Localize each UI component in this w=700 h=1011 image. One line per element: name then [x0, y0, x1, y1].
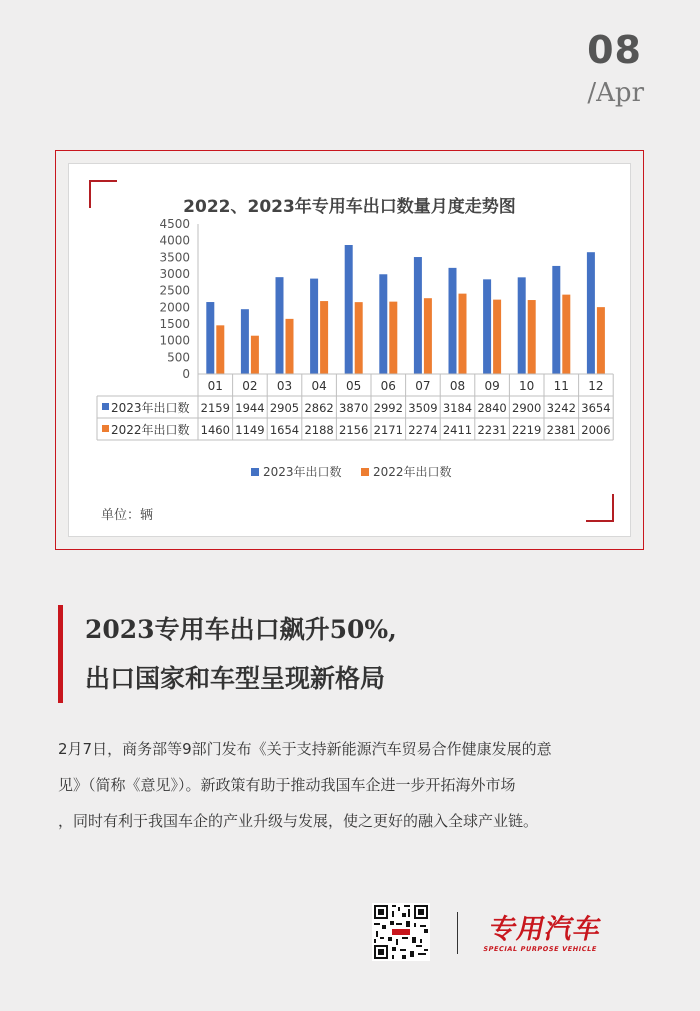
data-label: 2905: [269, 401, 300, 415]
bar-2022: [320, 301, 328, 374]
y-tick-label: 1500: [159, 317, 190, 331]
bar-2023: [345, 245, 353, 374]
y-tick-label: 0: [182, 367, 190, 381]
y-tick-label: 2000: [159, 300, 190, 315]
y-tick-label: 4500: [159, 217, 190, 231]
table-legend-swatch: [102, 403, 109, 410]
data-label: 2900: [512, 401, 542, 415]
bar-2023: [552, 266, 560, 374]
bar-2022: [459, 294, 467, 374]
x-tick-label: 07: [415, 379, 431, 393]
headline: [58, 605, 397, 703]
bar-2023: [449, 268, 457, 374]
article-body: [58, 731, 648, 839]
x-tick-label: 03: [276, 379, 293, 393]
data-label: 2159: [200, 401, 230, 415]
x-tick-label: 01: [207, 379, 223, 393]
bar-chart: [69, 164, 632, 538]
y-tick-label: 4000: [159, 233, 190, 248]
data-label: 2862: [304, 401, 334, 415]
legend-swatch: [361, 468, 369, 476]
data-label: 1944: [235, 401, 265, 415]
legend-swatch: [251, 468, 259, 476]
date-day: 08: [587, 28, 642, 72]
data-label: 1460: [200, 423, 230, 437]
logo-divider: [457, 912, 458, 954]
data-label: 2231: [477, 423, 507, 437]
chart-title: 2022、2023年专用车出口数量月度走势图: [183, 197, 516, 217]
x-tick-label: 05: [346, 379, 362, 393]
bar-2022: [597, 307, 605, 374]
legend-label: 2022年出口数: [373, 465, 452, 479]
x-tick-label: 11: [553, 379, 569, 393]
data-label: 3654: [581, 401, 611, 415]
data-label: 2381: [546, 423, 576, 437]
body-line-2: 见》（简称《意见》）。新政策有助于推动我国车企进一步开拓海外市场: [58, 776, 516, 794]
y-tick-label: 3000: [159, 267, 190, 281]
chart-card: [68, 163, 631, 537]
body-line-3: ，同时有利于我国车企的产业升级与发展，使之更好的融入全球产业链。: [58, 812, 539, 830]
headline-line-1: 2023专用车出口飙升50%,: [85, 615, 397, 644]
data-label: 3242: [546, 401, 576, 415]
bar-2023: [206, 302, 214, 374]
legend-label: 2023年出口数: [263, 465, 342, 479]
table-row-label: 2023年出口数: [111, 401, 190, 415]
bar-2022: [216, 325, 224, 374]
bar-2022: [286, 319, 294, 374]
x-tick-label: 04: [311, 379, 327, 393]
data-label: 2171: [373, 423, 403, 437]
data-label: 2840: [477, 401, 507, 415]
data-label: 3870: [339, 401, 369, 415]
headline-line-2: 出口国家和车型呈现新格局: [85, 664, 386, 693]
data-label: 3509: [408, 401, 438, 415]
table-row-label: 2022年出口数: [111, 423, 190, 437]
bar-2023: [518, 277, 526, 374]
bar-2022: [355, 302, 363, 374]
y-tick-label: 3500: [159, 250, 190, 265]
data-label: 2006: [581, 423, 611, 437]
x-tick-label: 12: [588, 379, 604, 393]
x-tick-label: 09: [484, 379, 500, 393]
data-label: 2188: [304, 423, 334, 437]
bar-2022: [424, 298, 432, 374]
bar-2023: [414, 257, 422, 374]
bar-2023: [483, 279, 491, 374]
bar-2023: [587, 252, 595, 374]
svg-text:专用汽车: 专用汽车: [486, 914, 605, 945]
y-tick-label: 500: [167, 350, 190, 365]
data-label: 2411: [442, 423, 473, 437]
data-label: 2219: [512, 423, 542, 437]
svg-text:SPECIAL PURPOSE VEHICLE: SPECIAL PURPOSE VEHICLE: [482, 945, 598, 953]
table-legend-swatch: [102, 425, 109, 432]
x-tick-label: 02: [242, 379, 258, 393]
x-tick-label: 10: [519, 379, 535, 393]
qr-code-icon[interactable]: [372, 903, 430, 961]
data-label: 2274: [408, 423, 438, 437]
data-label: 2156: [339, 423, 369, 437]
data-label: 3184: [442, 401, 473, 415]
bar-2022: [562, 295, 570, 374]
bar-2023: [276, 277, 284, 374]
data-label: 1149: [235, 423, 265, 437]
bar-2023: [379, 274, 387, 374]
data-label: 1654: [269, 423, 300, 437]
y-tick-label: 1000: [159, 333, 190, 348]
bar-2022: [493, 300, 501, 374]
unit-label: 单位：辆: [101, 508, 154, 523]
data-label: 2992: [373, 401, 403, 415]
date-month: /Apr: [587, 78, 644, 108]
bar-2023: [310, 279, 318, 374]
bar-2023: [241, 309, 249, 374]
x-tick-label: 08: [449, 379, 466, 393]
body-line-1: 2月7日，商务部等9部门发布《关于支持新能源汽车贸易合作健康发展的意: [58, 740, 552, 758]
bar-2022: [251, 336, 259, 374]
bar-2022: [528, 300, 536, 374]
bar-2022: [389, 302, 397, 374]
brand-logo[interactable]: [480, 908, 644, 956]
chart-frame: [55, 150, 644, 550]
y-tick-label: 2500: [159, 283, 190, 298]
x-tick-label: 06: [380, 379, 396, 393]
